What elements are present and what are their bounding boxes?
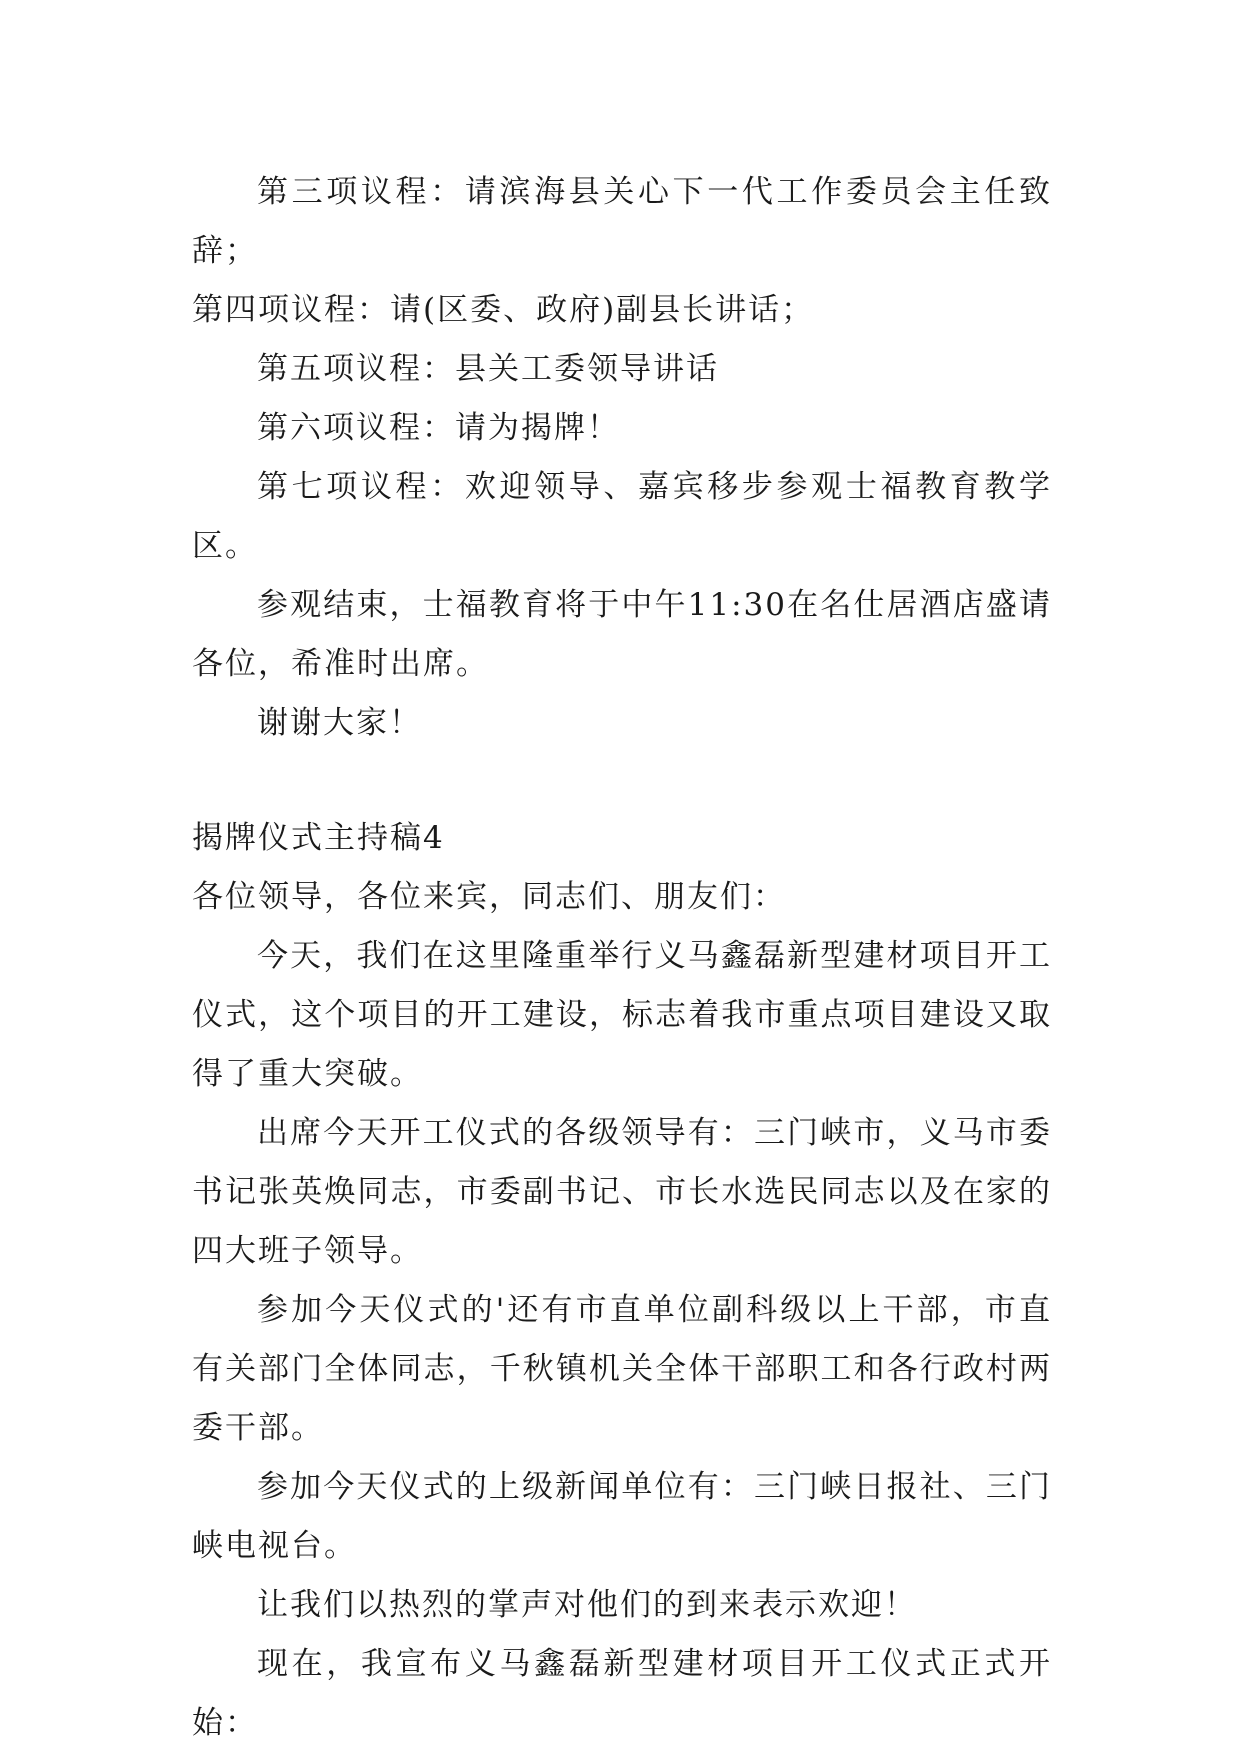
agenda-item-3: 第三项议程：请滨海县关心下一代工作委员会主任致辞； bbox=[192, 174, 1052, 269]
body-paragraph-5: 让我们以热烈的掌声对他们的到来表示欢迎！ bbox=[257, 1587, 917, 1623]
agenda-item-4: 第四项议程：请(区委、政府)副县长讲话； bbox=[192, 292, 815, 328]
section-title: 揭牌仪式主持稿4 bbox=[192, 820, 445, 856]
agenda-item-5: 第五项议程：县关工委领导讲话 bbox=[257, 351, 719, 387]
body-paragraph-2: 出席今天开工仪式的各级领导有：三门峡市，义马市委书记张英焕同志，市委副书记、市长水选民同志以及在家的四大班子领导。 bbox=[192, 1115, 1052, 1269]
body-paragraph-6: 现在，我宣布义马鑫磊新型建材项目开工仪式正式开始： bbox=[192, 1646, 1052, 1741]
agenda-item-6: 第六项议程：请为揭牌！ bbox=[257, 410, 620, 446]
body-paragraph-1: 今天，我们在这里隆重举行义马鑫磊新型建材项目开工仪式，这个项目的开工建设，标志着我市重点项目建设又取得了重大突破。 bbox=[192, 938, 1052, 1092]
closing-note: 参观结束，士福教育将于中午11:30在名仕居酒店盛请各位，希准时出席。 bbox=[192, 587, 1052, 682]
body-paragraph-3: 参加今天仪式的'还有市直单位副科级以上干部，市直有关部门全体同志，千秋镇机关全体干部职工和各行政村两委干部。 bbox=[192, 1292, 1052, 1446]
body-paragraph-4: 参加今天仪式的上级新闻单位有：三门峡日报社、三门峡电视台。 bbox=[192, 1469, 1052, 1564]
salutation: 各位领导，各位来宾，同志们、朋友们： bbox=[192, 879, 786, 915]
document-body bbox=[192, 163, 1052, 1753]
thanks-line: 谢谢大家！ bbox=[257, 705, 422, 741]
agenda-item-7: 第七项议程：欢迎领导、嘉宾移步参观士福教育教学区。 bbox=[192, 469, 1052, 564]
